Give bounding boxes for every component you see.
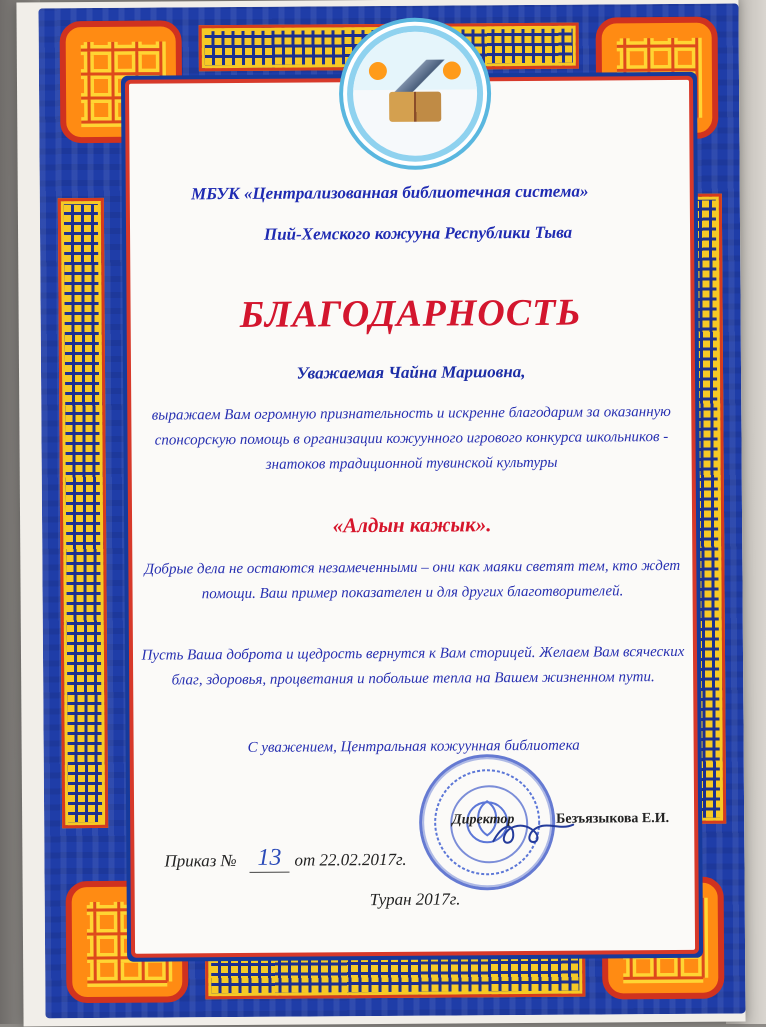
signature-icon	[489, 816, 599, 853]
order-label: Приказ №	[164, 851, 237, 871]
order-date: от 22.02.2017г.	[294, 849, 407, 870]
emblem-ornament	[369, 62, 387, 80]
ornamental-frame	[38, 3, 745, 1018]
emblem-book	[389, 92, 441, 122]
gratitude-paragraph: выражаем Вам огромную признательность и искренне благодарим за оказанную спонсорскую помощь в организации кожуунного игрового конкурса школьников - знатоков традиционной тувинской культуры	[151, 403, 671, 473]
kindness-paragraph: Добрые дела не остаются незамеченными – они как маяки светят тем, кто ждет помощи. Ваш пример показателен и для других благотворителей.	[144, 557, 681, 603]
emblem-ornament	[443, 61, 461, 79]
organization-region: Пий-Хемского кожууна Республики Тыва	[263, 222, 573, 244]
library-emblem-icon	[347, 25, 484, 162]
certificate-title: БЛАГОДАРНОСТЬ	[239, 291, 582, 336]
content-area	[129, 80, 695, 954]
left-border-pattern	[58, 198, 108, 828]
director-name: Безъязыкова Е.И.	[556, 810, 670, 827]
director-label: Директор	[452, 812, 515, 828]
certificate-sheet	[16, 0, 745, 1027]
city-year: Туран 2017г.	[369, 889, 461, 910]
bottom-border-pattern	[205, 951, 585, 1000]
recipient-address: Уважаемая Чайна Маршовна,	[296, 361, 526, 383]
order-number: 13	[249, 845, 289, 873]
wishes-paragraph: Пусть Ваша доброта и щедрость вернутся к Вам сторицей. Желаем Вам всяческих благ, здоровья, процветания и побольше тепла на Вашем жизненном пути.	[141, 643, 685, 689]
organization-name: МБУК «Централизованная библиотечная система»	[191, 181, 589, 204]
event-name: «Алдын кажык».	[332, 512, 492, 538]
closing-line: С уважением, Центральная кожуунная библиотека	[247, 737, 580, 756]
